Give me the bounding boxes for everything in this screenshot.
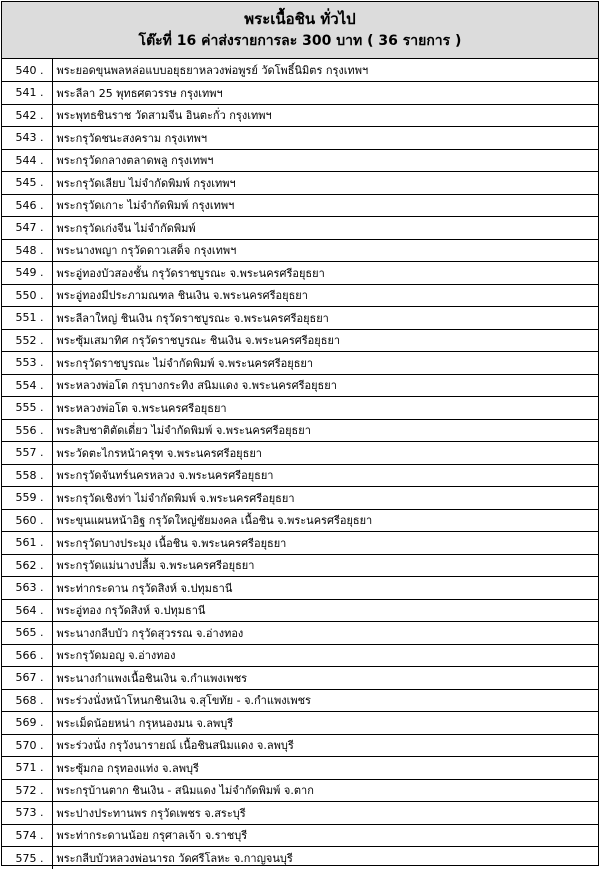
table-row xyxy=(2,307,598,330)
table-row xyxy=(2,712,598,735)
table-row xyxy=(2,127,598,150)
table-row xyxy=(2,172,598,195)
table-row xyxy=(2,262,598,285)
item-name: พระหลวงพ่อโต กรุบางกระทิง สนิมแดง จ.พระนครศรีอยุธยา xyxy=(52,374,598,397)
item-number: 546 . xyxy=(2,194,52,217)
item-number: 558 . xyxy=(2,464,52,487)
list-subtitle: โต๊ะที่ 16 ค่าส่งรายการละ 300 บาท ( 36 รายการ ) xyxy=(139,30,462,52)
table-row xyxy=(2,689,598,712)
table-row xyxy=(2,397,598,420)
item-name: พระอู่ทอง กรุวัดสิงห์ จ.ปทุมธานี xyxy=(52,599,598,622)
table-row xyxy=(2,532,598,555)
item-name: พระสิบชาติตัดเดี่ยว ไม่จำกัดพิมพ์ จ.พระนครศรีอยุธยา xyxy=(52,419,598,442)
item-number: 557 . xyxy=(2,442,52,465)
item-name: พระพุทธชินราช วัดสามจีน อินตะกั่ว กรุงเทพฯ xyxy=(52,104,598,127)
item-name: พระกรุบ้านตาก ชินเงิน - สนิมแดง ไม่จำกัดพิมพ์ จ.ตาก xyxy=(52,779,598,802)
item-number: 552 . xyxy=(2,329,52,352)
auction-list-sheet xyxy=(1,1,599,866)
table-row xyxy=(2,644,598,667)
table-row xyxy=(2,82,598,105)
item-name: พระอู่ทองมีประภามณฑล ชินเงิน จ.พระนครศรีอยุธยา xyxy=(52,284,598,307)
item-number: 570 . xyxy=(2,734,52,757)
item-number: 542 . xyxy=(2,104,52,127)
list-title: พระเนื้อชิน ทั่วไป xyxy=(244,8,355,30)
item-number: 561 . xyxy=(2,532,52,555)
item-name: พระกลีบบัวหลวงพ่อนารถ วัดศรีโลหะ จ.กาญจนบุรี xyxy=(52,847,598,869)
item-number: 568 . xyxy=(2,689,52,712)
item-number: 543 . xyxy=(2,127,52,150)
item-name: พระกรุวัดเชิงท่า ไม่จำกัดพิมพ์ จ.พระนครศรีอยุธยา xyxy=(52,487,598,510)
item-name: พระกรุวัดมอญ จ.อ่างทอง xyxy=(52,644,598,667)
item-name: พระวัดตะไกรหน้าครุฑ จ.พระนครศรีอยุธยา xyxy=(52,442,598,465)
item-number: 569 . xyxy=(2,712,52,735)
item-name: พระขุนแผนหน้าอิฐ กรุวัดใหญ่ชัยมงคล เนื้อชิน จ.พระนครศรีอยุธยา xyxy=(52,509,598,532)
item-number: 549 . xyxy=(2,262,52,285)
item-name: พระอู่ทองบัวสองชั้น กรุวัดราชบูรณะ จ.พระนครศรีอยุธยา xyxy=(52,262,598,285)
table-row xyxy=(2,217,598,240)
item-name: พระกรุวัดกลางตลาดพลู กรุงเทพฯ xyxy=(52,149,598,172)
item-name: พระกรุวัดเก่งจีน ไม่จำกัดพิมพ์ xyxy=(52,217,598,240)
item-name: พระนางกำแพงเนื้อชินเงิน จ.กำแพงเพชร xyxy=(52,667,598,690)
item-name: พระนางกลีบบัว กรุวัดสุวรรณ จ.อ่างทอง xyxy=(52,622,598,645)
item-name: พระร่วงนั่งหน้าโหนกชินเงิน จ.สุโขทัย - จ.กำแพงเพชร xyxy=(52,689,598,712)
item-number: 547 . xyxy=(2,217,52,240)
item-name: พระกรุวัดแม่นางปลื้ม จ.พระนครศรีอยุธยา xyxy=(52,554,598,577)
item-number: 544 . xyxy=(2,149,52,172)
table-row xyxy=(2,419,598,442)
table-row xyxy=(2,442,598,465)
list-header xyxy=(2,2,598,59)
table-row xyxy=(2,352,598,375)
table-row xyxy=(2,734,598,757)
item-name: พระลีลาใหญ่ ชินเงิน กรุวัดราชบูรณะ จ.พระนครศรีอยุธยา xyxy=(52,307,598,330)
table-row xyxy=(2,194,598,217)
item-number: 540 . xyxy=(2,59,52,82)
item-name: พระท่ากระดานน้อย กรุศาลเจ้า จ.ราชบุรี xyxy=(52,824,598,847)
item-number: 573 . xyxy=(2,802,52,825)
table-row xyxy=(2,329,598,352)
table-row xyxy=(2,667,598,690)
item-number: 563 . xyxy=(2,577,52,600)
table-row xyxy=(2,464,598,487)
table-row xyxy=(2,847,598,869)
table-row xyxy=(2,599,598,622)
item-number: 566 . xyxy=(2,644,52,667)
item-name: พระกรุวัดบางประมุง เนื้อชิน จ.พระนครศรีอยุธยา xyxy=(52,532,598,555)
table-row xyxy=(2,104,598,127)
table-row xyxy=(2,824,598,847)
table-row xyxy=(2,487,598,510)
item-name: พระซุ้มเสมาทิศ กรุวัดราชบูรณะ ชินเงิน จ.พระนครศรีอยุธยา xyxy=(52,329,598,352)
item-number: 572 . xyxy=(2,779,52,802)
item-number: 564 . xyxy=(2,599,52,622)
table-row xyxy=(2,284,598,307)
table-row xyxy=(2,622,598,645)
item-number: 550 . xyxy=(2,284,52,307)
table-row xyxy=(2,757,598,780)
item-name: พระลีลา 25 พุทธศตวรรษ กรุงเทพฯ xyxy=(52,82,598,105)
item-name: พระหลวงพ่อโต จ.พระนครศรีอยุธยา xyxy=(52,397,598,420)
items-table-body xyxy=(2,59,598,869)
item-name: พระกรุวัดเลียบ ไม่จำกัดพิมพ์ กรุงเทพฯ xyxy=(52,172,598,195)
item-number: 541 . xyxy=(2,82,52,105)
table-row xyxy=(2,779,598,802)
item-name: พระกรุวัดจันทร์นครหลวง จ.พระนครศรีอยุธยา xyxy=(52,464,598,487)
item-name: พระเม็ดน้อยหน่า กรุหนองมน จ.ลพบุรี xyxy=(52,712,598,735)
item-number: 574 . xyxy=(2,824,52,847)
item-name: พระร่วงนั่ง กรุวังนารายณ์ เนื้อชินสนิมแดง จ.ลพบุรี xyxy=(52,734,598,757)
table-row xyxy=(2,59,598,82)
item-name: พระท่ากระดาน กรุวัดสิงห์ จ.ปทุมธานี xyxy=(52,577,598,600)
item-number: 559 . xyxy=(2,487,52,510)
item-name: พระนางพญา กรุวัดดาวเสด็จ กรุงเทพฯ xyxy=(52,239,598,262)
items-table xyxy=(2,59,598,869)
item-name: พระกรุวัดชนะสงคราม กรุงเทพฯ xyxy=(52,127,598,150)
table-row xyxy=(2,577,598,600)
table-row xyxy=(2,239,598,262)
item-number: 553 . xyxy=(2,352,52,375)
item-name: พระยอดขุนพลหล่อแบบอยุธยาหลวงพ่อพูรย์ วัดโพธิ์นิมิตร กรุงเทพฯ xyxy=(52,59,598,82)
item-name: พระกรุวัดเกาะ ไม่จำกัดพิมพ์ กรุงเทพฯ xyxy=(52,194,598,217)
item-number: 545 . xyxy=(2,172,52,195)
item-number: 554 . xyxy=(2,374,52,397)
item-number: 560 . xyxy=(2,509,52,532)
table-row xyxy=(2,509,598,532)
item-number: 567 . xyxy=(2,667,52,690)
item-name: พระปางประทานพร กรุวัดเพชร จ.สระบุรี xyxy=(52,802,598,825)
item-number: 575 . xyxy=(2,847,52,869)
item-number: 555 . xyxy=(2,397,52,420)
item-name: พระซุ้มกอ กรุทองแท่ง จ.ลพบุรี xyxy=(52,757,598,780)
item-number: 562 . xyxy=(2,554,52,577)
item-number: 556 . xyxy=(2,419,52,442)
table-row xyxy=(2,374,598,397)
item-number: 571 . xyxy=(2,757,52,780)
table-row xyxy=(2,149,598,172)
item-number: 551 . xyxy=(2,307,52,330)
table-row xyxy=(2,554,598,577)
item-number: 548 . xyxy=(2,239,52,262)
item-number: 565 . xyxy=(2,622,52,645)
item-name: พระกรุวัดราชบูรณะ ไม่จำกัดพิมพ์ จ.พระนครศรีอยุธยา xyxy=(52,352,598,375)
table-row xyxy=(2,802,598,825)
